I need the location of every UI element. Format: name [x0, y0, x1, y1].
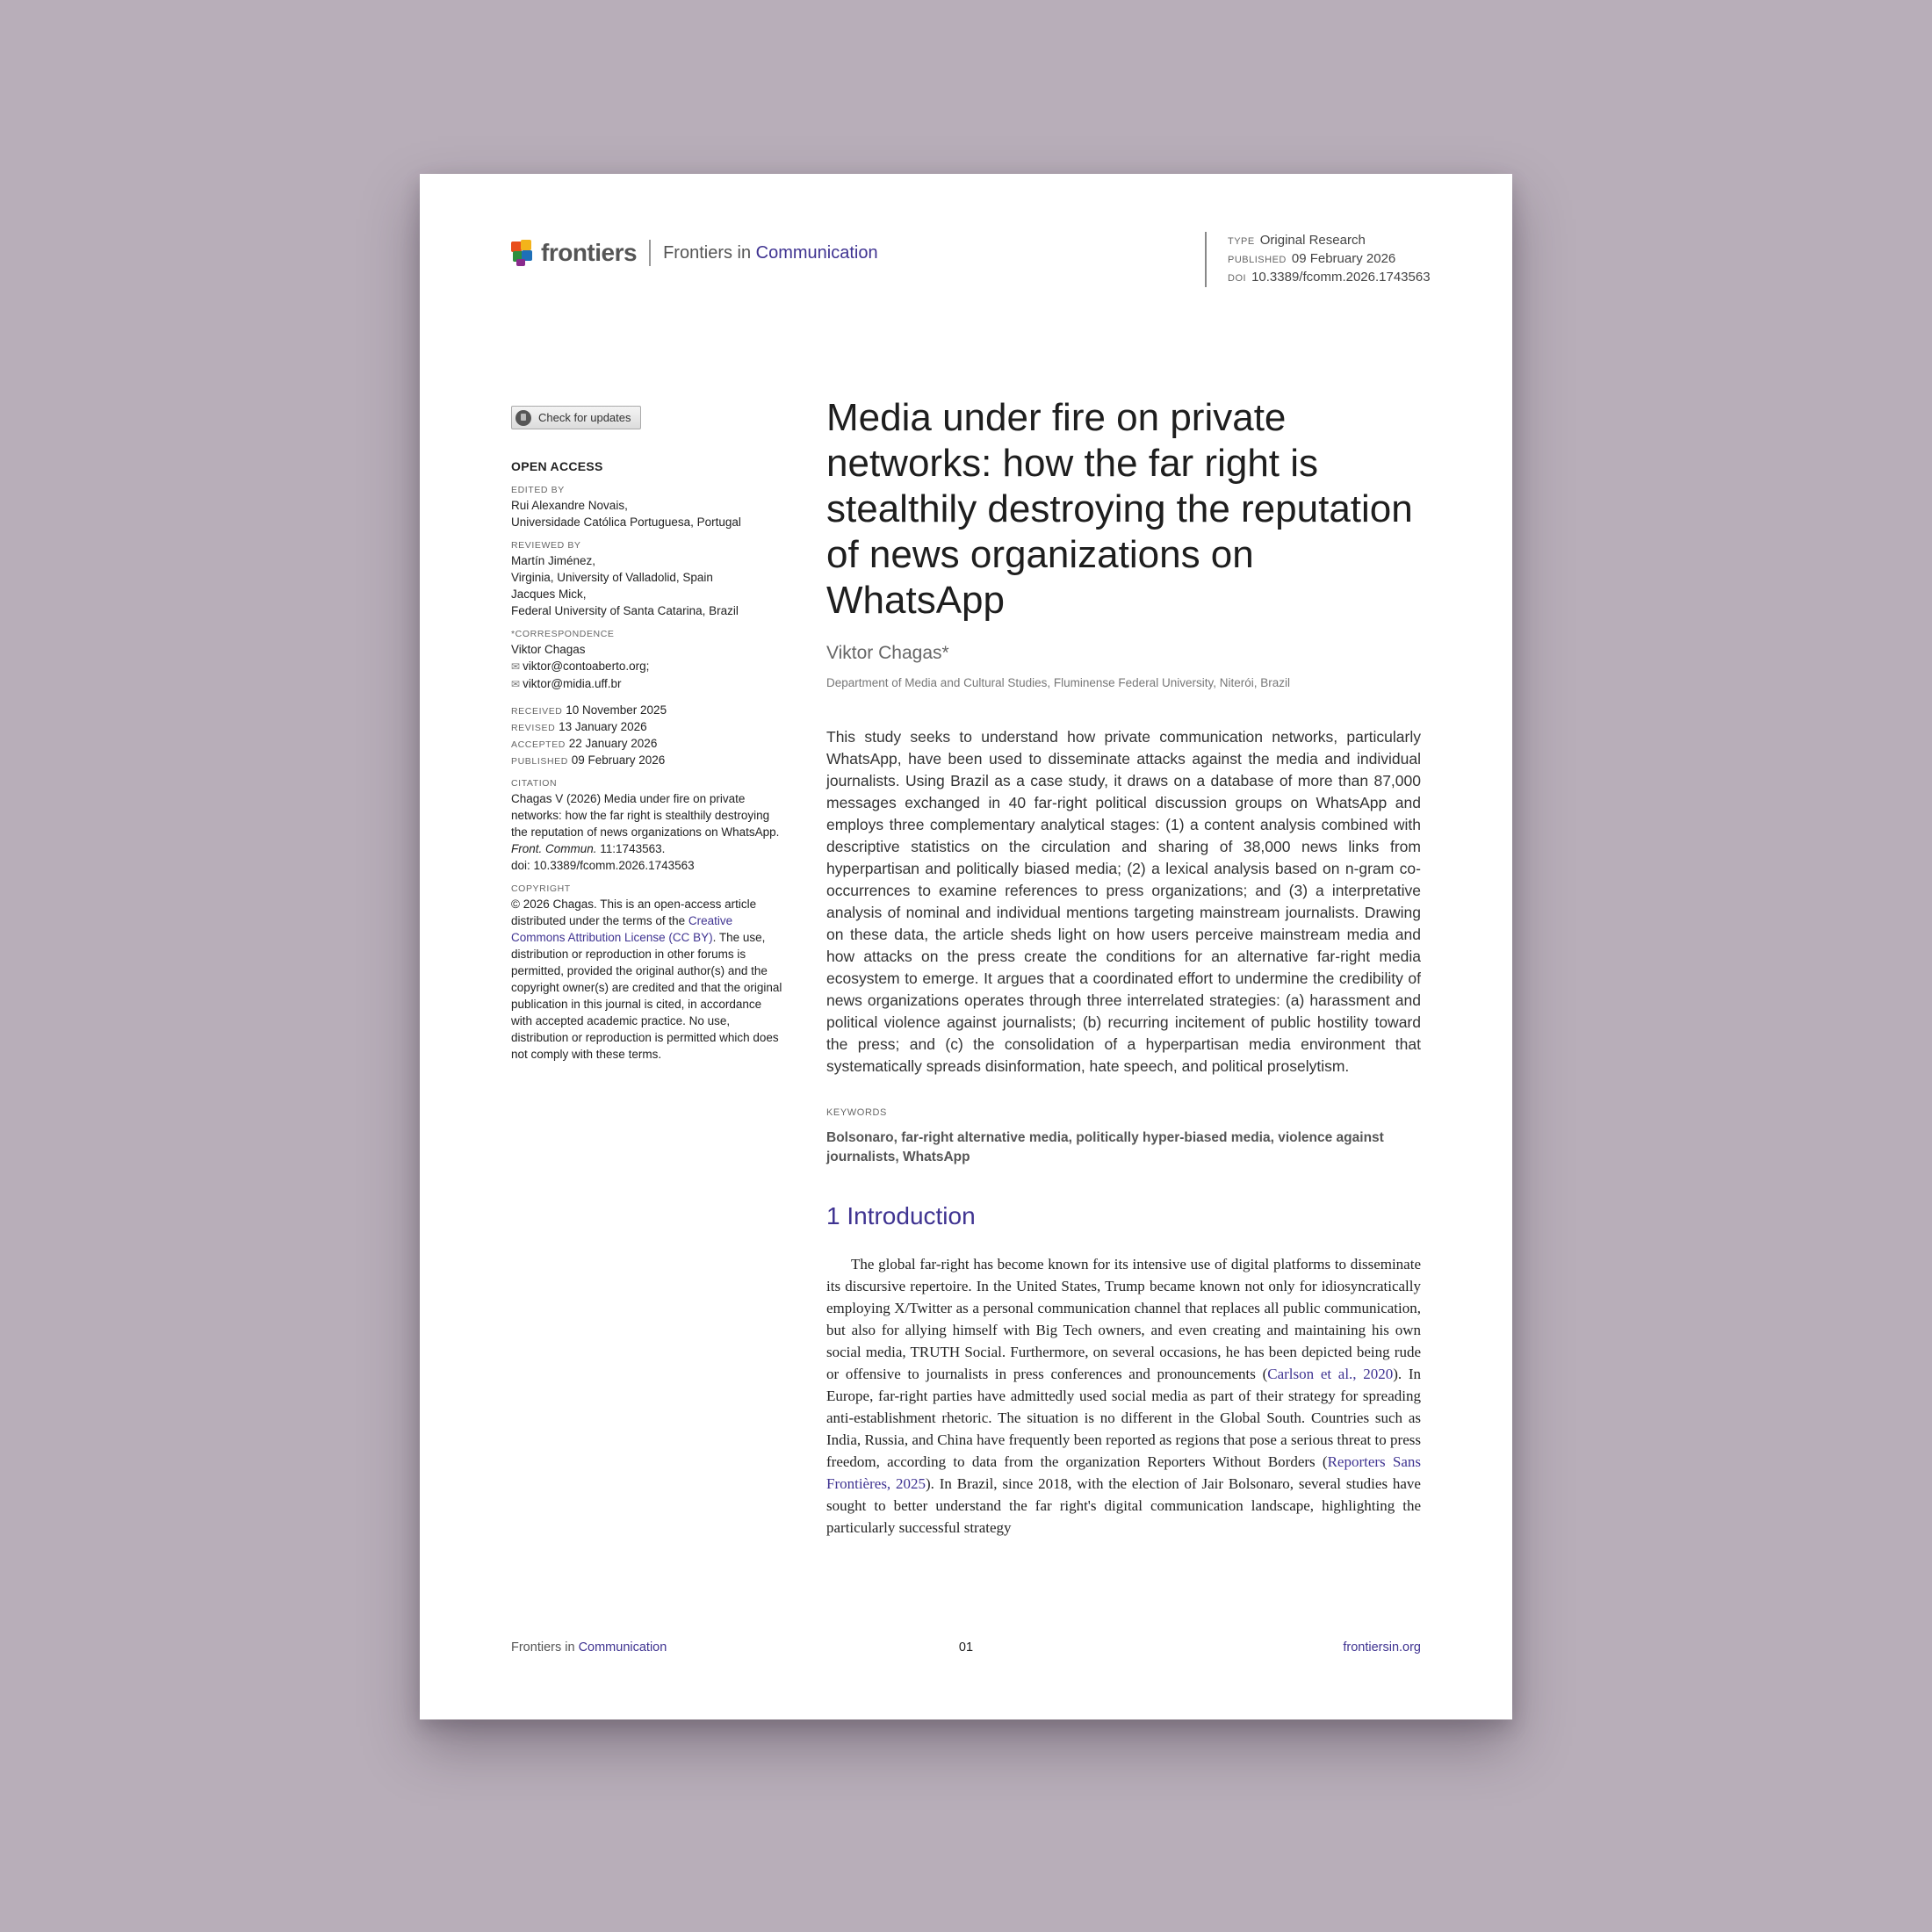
frontiers-logo-icon — [511, 240, 534, 266]
date-published: PUBLISHED 09 February 2026 — [511, 753, 666, 767]
citation-link-carlson[interactable]: Carlson et al., 2020 — [1267, 1366, 1394, 1382]
footer-website-link[interactable]: frontiersin.org — [1343, 1640, 1421, 1654]
meta-type: TYPE Original Research — [1228, 233, 1366, 248]
keywords-label: KEYWORDS — [826, 1107, 887, 1118]
section-heading-introduction: 1 Introduction — [826, 1202, 976, 1229]
author-name[interactable]: Viktor Chagas* — [826, 643, 949, 663]
date-accepted: ACCEPTED 22 January 2026 — [511, 736, 658, 750]
reviewer-1-affiliation: Virginia, University of Valladolid, Spain — [511, 570, 713, 584]
reviewer-2-affiliation: Federal University of Santa Catarina, Brazil — [511, 603, 739, 617]
date-received: RECEIVED 10 November 2025 — [511, 703, 667, 717]
envelope-icon: ✉ — [511, 660, 521, 673]
journal-title: Frontiers in Communication — [663, 242, 878, 263]
email-link-2[interactable]: ✉ viktor@midia.uff.br — [511, 676, 622, 690]
open-access-label: OPEN ACCESS — [511, 458, 603, 473]
dates-block — [511, 702, 783, 768]
page-number: 01 — [958, 1640, 974, 1654]
citation-label: CITATION — [511, 777, 558, 789]
check-for-updates-button[interactable]: Check for updates — [511, 406, 641, 429]
keywords: Bolsonaro, far-right alternative media, politically hyper-biased media, violence against journalists, WhatsApp — [826, 1130, 1384, 1164]
email-link-1[interactable]: ✉ viktor@contoaberto.org; — [511, 659, 650, 673]
introduction-paragraph: The global far-right has become known for its intensive use of digital platforms to disseminate its discursive repertoire. In the United States, Trump became known not only for idiosyncratically employing X/Twitter as a personal communication channel that replaces all public communication, but also for allying himself with Big Tech owners, and even creating and maintaining his own social media, TRUTH Social. Furthermore, on several occasions, he has been depicted being rude or offensive to journalists in press conferences and pronouncements (Carlson et al., 2020). In Europe, far-right parties have admittedly used social media as part of their strategy for spreading anti-establishment rhetoric. The situation is no different in the Global South. Countries such as India, Russia, and China have frequently been reported as regions that pose a serious threat to press freedom, according to data from the organization Reporters Without Borders (Reporters Sans Frontières, 2025). In Brazil, since 2018, with the election of Jair Bolsonaro, several studies have sought to better understand the far right's digital communication landscape, highlighting the particularly successful strategy — [826, 1256, 1422, 1536]
reviewer-1-name: Martín Jiménez, — [511, 553, 596, 567]
envelope-icon: ✉ — [511, 677, 521, 690]
article-title: Media under fire on private networks: how the far right is stealthily destroying the reputation of news organizations on WhatsApp — [826, 396, 1413, 622]
article-main — [826, 395, 1421, 1539]
copyright-label: COPYRIGHT — [511, 883, 571, 894]
author-affiliation: Department of Media and Cultural Studies, Fluminense Federal University, Niterói, Brazil — [826, 676, 1290, 689]
citation-text: Chagas V (2026) Media under fire on private networks: how the far right is stealthily destroying the reputation of news organizations on WhatsApp. Front. Commun. 11:1743563. doi: 10.3389/fcomm.2026.1743563 — [511, 791, 780, 872]
correspondence-label: *CORRESPONDENCE — [511, 628, 615, 639]
journal-header — [511, 237, 878, 269]
article-page — [420, 174, 1512, 1719]
abstract: This study seeks to understand how private communication networks, particularly WhatsApp, have been used to disseminate attacks against the media and individual journalists. Using Brazil as a case study, it draws on a database of more than 87,000 messages exchanged in 40 far-right political discussion groups on WhatsApp and employs three complementary analytical stages: (1) a content analysis combined with descriptive statistics on the circulation and sharing of 38,000 news links from hyperpartisan and politically biased media; (2) a lexical analysis based on n-gram co-occurrences to examine references to press organizations; and (3) a interpretative analysis of nominal and individual mentions targeting mainstream journalists. Drawing on these data, the article sheds light on how users perceive mainstream media and how attacks on the press create the conditions for an alternative far-right media ecosystem to emerge. It argues that a coordinated effort to undermine the credibility of news organizations operates through three interrelated strategies: (a) harassment and political violence against journalists; (b) recurring incitement of public hostility toward the press; and (c) the consolidation of a hyperpartisan media environment that systematically spreads disinformation, hate speech, and political proselytism. — [826, 728, 1421, 1075]
citation-link-rsf[interactable]: Reporters Sans Frontières, 2025 — [826, 1453, 1422, 1492]
frontiers-logo-text: frontiers — [541, 239, 638, 266]
date-revised: REVISED 13 January 2026 — [511, 719, 647, 733]
cc-by-license-link[interactable]: Creative Commons Attribution License (CC BY) — [511, 913, 733, 944]
editor-name: Rui Alexandre Novais, — [511, 498, 628, 512]
reviewed-by-label: REVIEWED BY — [511, 539, 581, 551]
logo-divider — [649, 240, 651, 266]
crossmark-icon — [515, 410, 531, 426]
edited-by-label: EDITED BY — [511, 484, 565, 495]
meta-published: PUBLISHED 09 February 2026 — [1228, 251, 1396, 266]
article-sidebar — [511, 406, 783, 1063]
correspondence-name: Viktor Chagas — [511, 642, 586, 656]
article-meta — [1205, 232, 1431, 287]
footer-journal: Frontiers in Communication — [511, 1640, 667, 1654]
editor-affiliation: Universidade Católica Portuguesa, Portugal — [511, 515, 741, 529]
meta-doi[interactable]: DOI 10.3389/fcomm.2026.1743563 — [1228, 270, 1431, 285]
copyright-text: © 2026 Chagas. This is an open-access article distributed under the terms of the Creative Commons Attribution License (CC BY). The use, distribution or reproduction in other forums is permitted, provided the original author(s) and the copyright owner(s) are credited and that the original publication in this journal is cited, in accordance with accepted academic practice. No use, distribution or reproduction is permitted which does not comply with these terms. — [511, 897, 782, 1061]
reviewer-2-name: Jacques Mick, — [511, 587, 587, 601]
